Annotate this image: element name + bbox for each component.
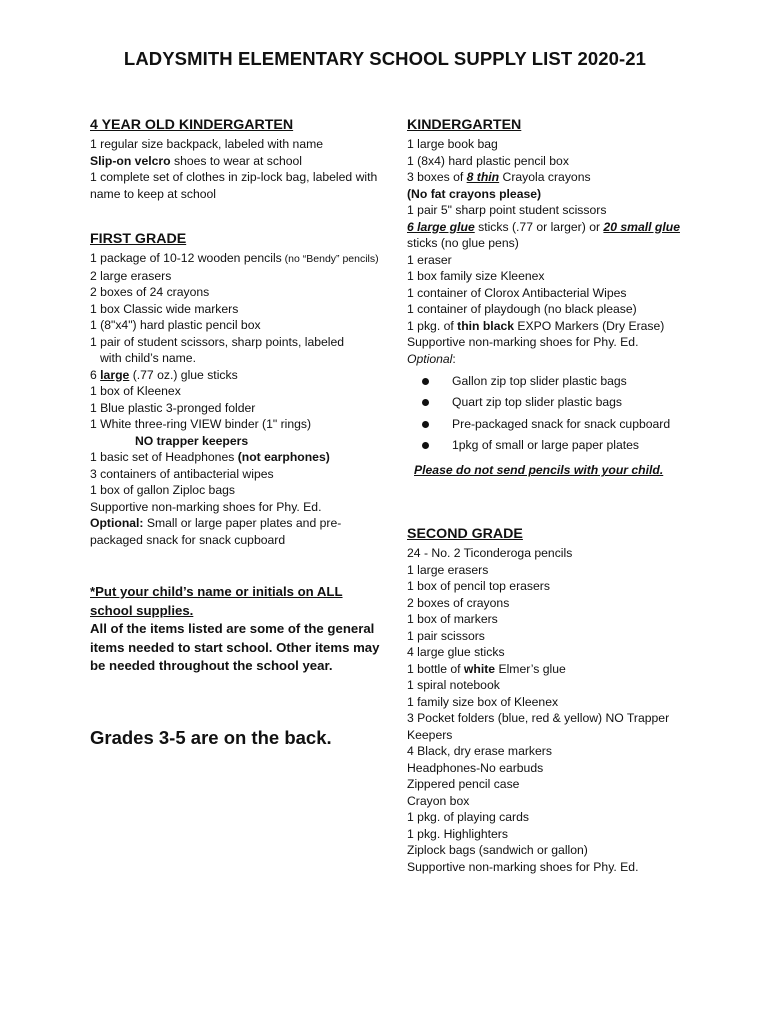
list-item: 1 box Classic wide markers (90, 301, 239, 316)
list-item: 1 complete set of clothes in zip-lock bag, labeled with name to keep at school (90, 170, 378, 201)
list-item: Supportive non-marking shoes for Phy. Ed. (407, 859, 639, 874)
section-heading: 4 YEAR OLD KINDERGARTEN (90, 117, 294, 133)
list-item: 1 (8x4) hard plastic pencil box (407, 153, 569, 168)
page-title: LADYSMITH ELEMENTARY SCHOOL SUPPLY LIST 2020-21 (123, 48, 647, 69)
list-item: 1 box family size Kleenex (407, 269, 545, 283)
list-item: Slip-on velcro shoes to wear at school (90, 153, 303, 168)
section-first-grade (90, 230, 380, 548)
section-heading: FIRST GRADE (90, 231, 187, 247)
optional-list (407, 371, 707, 456)
list-item: 6 large glue sticks (.77 or larger) or 20 small glue sticks (no glue pens) (407, 219, 680, 250)
list-item: Headphones-No earbuds (407, 760, 544, 775)
bullet-item: Gallon zip top slider plastic bags (407, 371, 707, 392)
list-item: 3 Pocket folders (blue, red & yellow) NO Trapper Keepers (407, 711, 670, 742)
list-item: 1 basic set of Headphones (not earphones) (90, 450, 330, 464)
list-item: 1 box of pencil top erasers (407, 579, 550, 593)
list-item: 1 White three-ring VIEW binder (1" rings) (90, 417, 312, 431)
list-item: 6 large (.77 oz.) glue sticks (90, 367, 238, 382)
list-item: Ziplock bags (sandwich or gallon) (407, 843, 588, 857)
section-heading: SECOND GRADE (407, 526, 523, 542)
list-item: 1 pair scissors (407, 628, 485, 643)
list-item: 1 (8"x4") hard plastic pencil box (90, 318, 261, 332)
list-item: 1 family size box of Kleenex (407, 694, 559, 709)
section-pre-kindergarten (90, 116, 380, 202)
list-item: 2 boxes of crayons (407, 595, 510, 610)
list-item: 2 large erasers (90, 268, 172, 283)
list-item: Optional: Small or large paper plates and pre-packaged snack for snack cupboard (90, 516, 342, 547)
list-item: Supportive non-marking shoes for Phy. Ed. (90, 499, 322, 514)
section-second-grade (407, 525, 707, 875)
bullet-icon (422, 421, 429, 428)
list-item: 2 boxes of 24 crayons (90, 285, 210, 299)
supplies-note (90, 583, 380, 676)
list-item: 1 box of markers (407, 612, 498, 626)
list-item: 1 pkg. of thin black EXPO Markers (Dry Erase) (407, 318, 665, 333)
list-item: 1 box of Kleenex (90, 384, 181, 398)
list-item: NO trapper keepers (135, 433, 249, 448)
bullet-item: Pre-packaged snack for snack cupboard (407, 414, 707, 435)
bullet-icon (422, 442, 429, 449)
note-body: All of the items listed are some of the general items needed to start school. Other items may be needed throughout the school year. (90, 621, 380, 673)
list-item: 1 pkg. Highlighters (407, 826, 508, 841)
pencil-warning: Please do not send pencils with your child. (414, 463, 664, 478)
section-kindergarten (407, 116, 707, 479)
list-item: 4 Black, dry erase markers (407, 744, 552, 758)
list-item: Crayon box (407, 793, 470, 808)
back-page-note: Grades 3-5 are on the back. (90, 727, 332, 748)
list-item: 1 regular size backpack, labeled with name (90, 137, 324, 151)
list-item: 1 large erasers (407, 562, 489, 577)
list-item: Zippered pencil case (407, 777, 520, 791)
list-item: 3 boxes of 8 thin Crayola crayons (407, 170, 591, 184)
list-item: 1 pkg. of playing cards (407, 810, 529, 824)
list-item: 1 eraser (407, 252, 452, 267)
bullet-icon (422, 399, 429, 406)
list-item: 24 - No. 2 Ticonderoga pencils (407, 546, 573, 560)
bullet-item: Quart zip top slider plastic bags (407, 392, 707, 413)
list-item: 1 pair of student scissors, sharp points, labeled (90, 334, 345, 349)
list-item: 1 container of playdough (no black please) (407, 302, 637, 316)
list-item: 1 container of Clorox Antibacterial Wipes (407, 285, 627, 300)
list-item: 1 box of gallon Ziploc bags (90, 483, 235, 497)
list-item-continued: with child’s name. (100, 351, 196, 365)
list-item: 1 pair 5" sharp point student scissors (407, 203, 607, 217)
list-item: (No fat crayons please) (407, 186, 542, 201)
bullet-item: 1pkg of small or large paper plates (407, 435, 707, 456)
section-heading: KINDERGARTEN (407, 117, 522, 133)
list-item: 1 bottle of white Elmer’s glue (407, 661, 566, 676)
list-item: 1 Blue plastic 3-pronged folder (90, 400, 256, 415)
list-item: 1 package of 10-12 wooden pencils (no “Bendy” pencils) (90, 251, 379, 265)
list-item: Supportive non-marking shoes for Phy. Ed. (407, 335, 639, 349)
list-item: 3 containers of antibacterial wipes (90, 466, 274, 481)
list-item: 1 spiral notebook (407, 678, 500, 692)
list-item: 1 large book bag (407, 137, 498, 151)
list-item: 4 large glue sticks (407, 645, 505, 659)
bullet-icon (422, 378, 429, 385)
optional-label: Optional: (407, 351, 456, 366)
note-label-instruction: *Put your child’s name or initials on ALL school supplies. (90, 584, 343, 618)
